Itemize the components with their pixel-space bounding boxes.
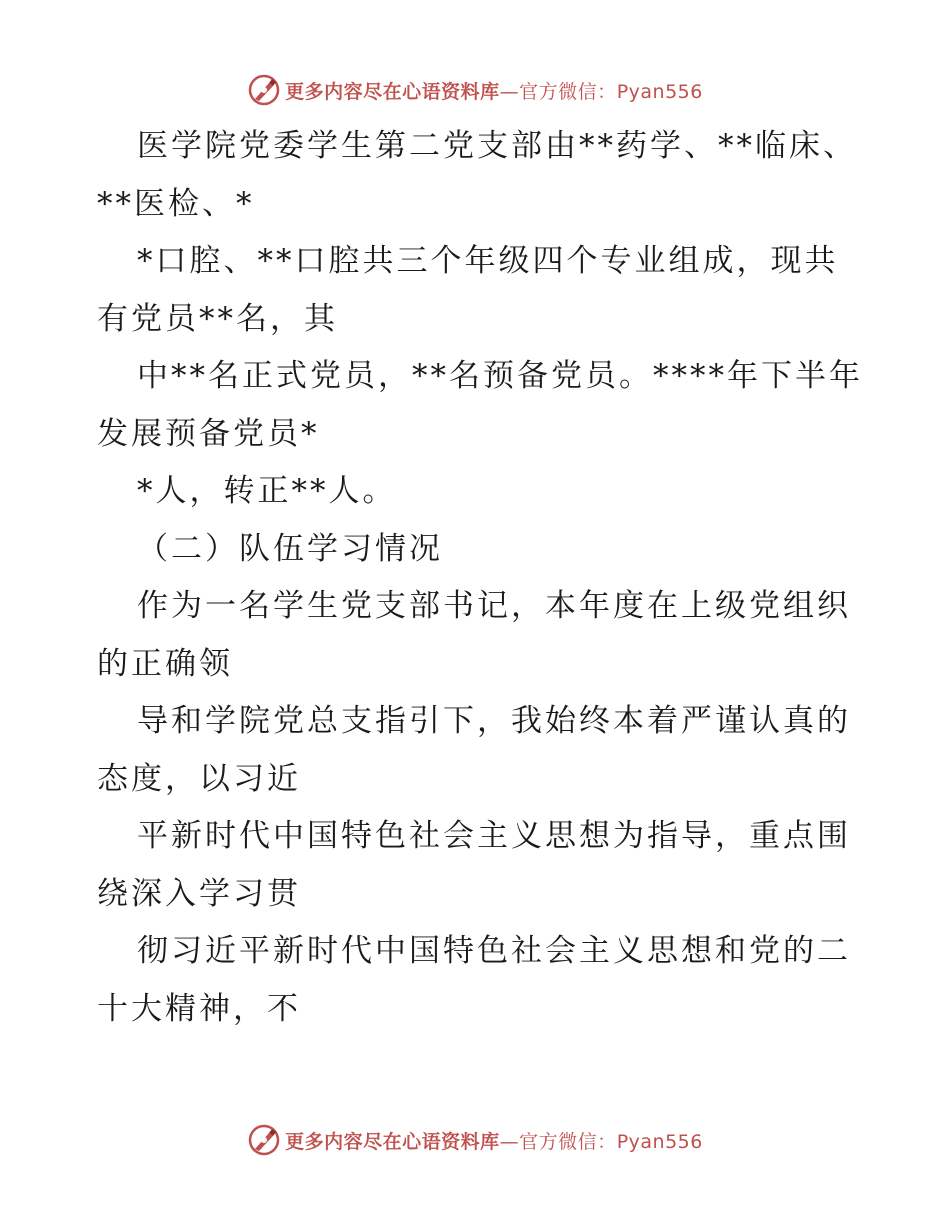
text-line: **医检、* — [97, 185, 255, 222]
watermark-wechat-id: Pyan556 — [616, 80, 703, 103]
text-line: 彻习近平新时代中国特色社会主义思想和党的二 — [137, 933, 851, 969]
document-body — [97, 118, 863, 1038]
text-line: 态度，以习近 — [97, 760, 301, 797]
watermark-main-text: 更多内容尽在心语资料库 — [285, 1130, 500, 1153]
pen-logo-icon — [247, 1123, 281, 1157]
watermark-main-text: 更多内容尽在心语资料库 — [285, 80, 500, 103]
text-line: 作为一名学生党支部书记，本年度在上级党组织 — [137, 588, 851, 624]
watermark-official-label: 官方微信： — [519, 80, 617, 103]
watermark-official-label: 官方微信： — [519, 1130, 617, 1153]
watermark-separator: — — [499, 1130, 520, 1153]
text-line: 有党员**名，其 — [97, 300, 338, 337]
text-line: 平新时代中国特色社会主义思想为指导，重点围 — [137, 818, 851, 854]
watermark-wechat-id: Pyan556 — [616, 1130, 703, 1153]
text-line: *人，转正**人。 — [137, 473, 397, 509]
watermark-separator: — — [499, 80, 520, 103]
text-line: 发展预备党员* — [97, 415, 320, 452]
text-line: 医学院党委学生第二党支部由**药学、**临床、 — [137, 128, 857, 164]
text-line: 导和学院党总支指引下，我始终本着严谨认真的 — [137, 703, 851, 739]
text-line: *口腔、**口腔共三个年级四个专业组成，现共 — [137, 243, 839, 279]
pen-logo-icon — [247, 73, 281, 107]
text-line: 中**名正式党员，**名预备党员。****年下半年 — [137, 358, 863, 394]
text-line: 十大精神，不 — [97, 990, 301, 1027]
footer-watermark — [0, 1120, 950, 1160]
header-watermark — [0, 70, 950, 110]
text-line: 的正确领 — [97, 645, 233, 682]
section-heading: （二）队伍学习情况 — [137, 530, 443, 567]
text-line: 绕深入学习贯 — [97, 875, 301, 912]
